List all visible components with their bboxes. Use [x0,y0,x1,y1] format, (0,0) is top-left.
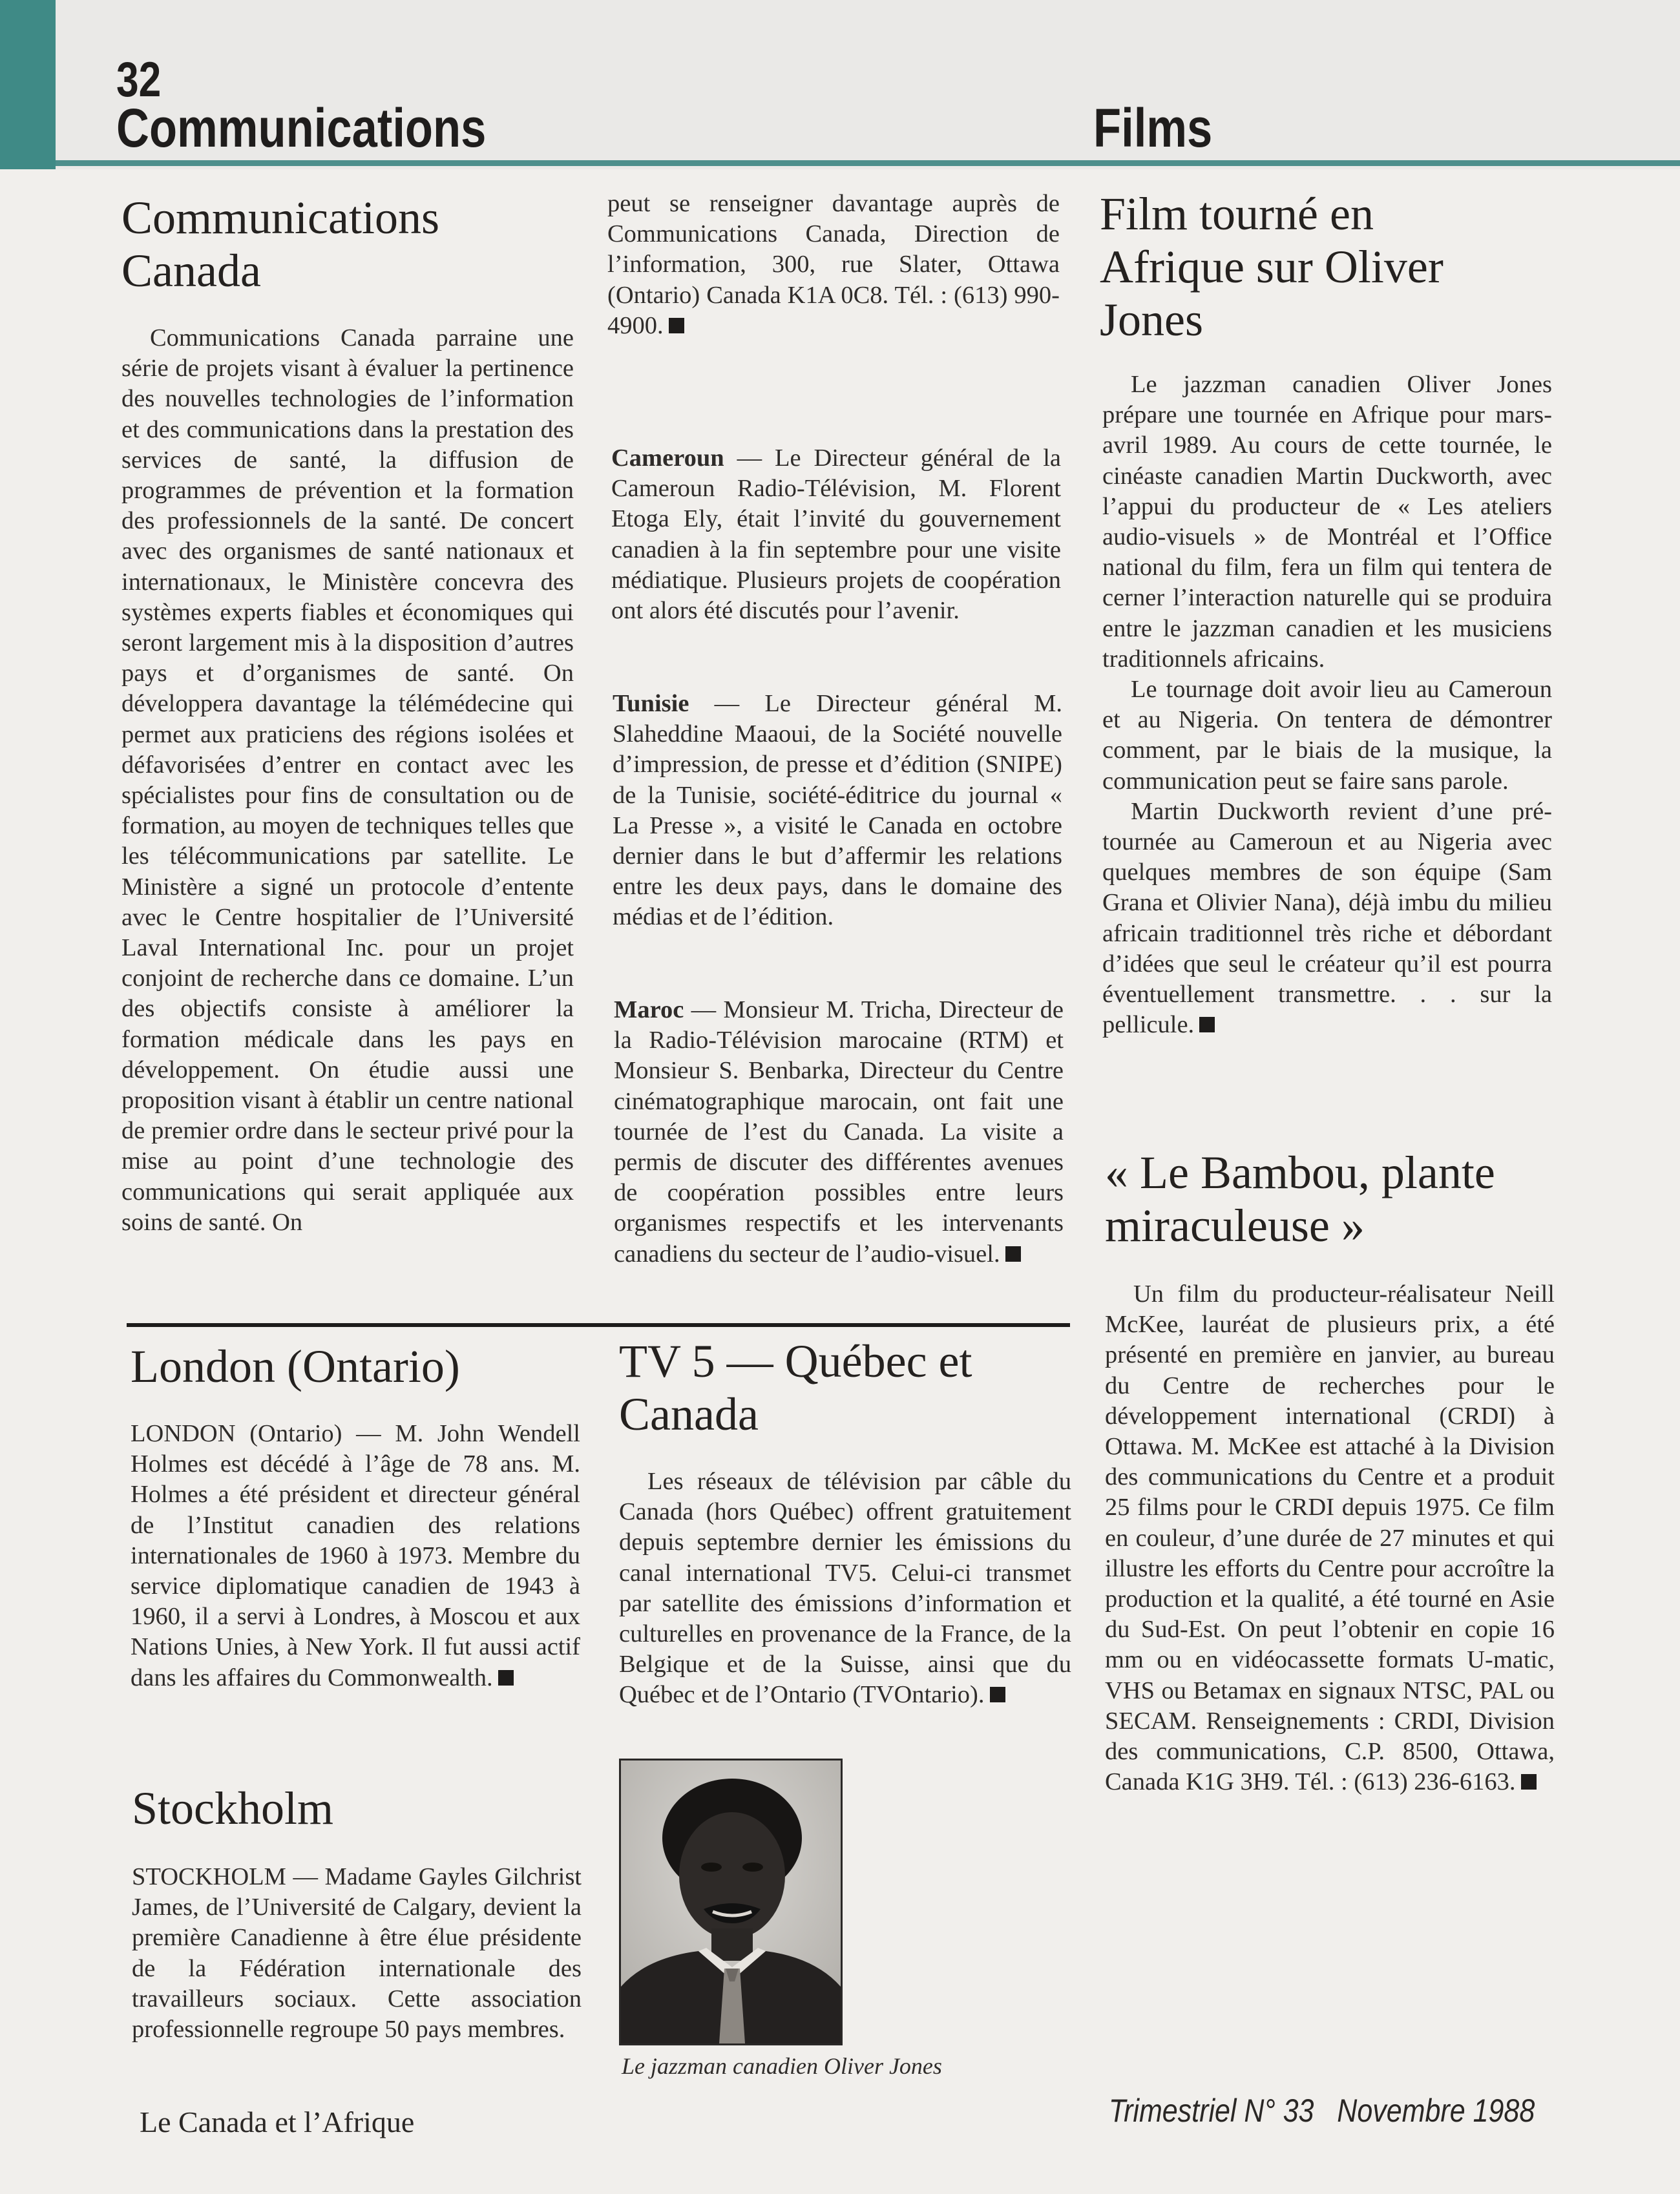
brief-tunisie [613,689,1062,933]
end-mark-icon [498,1670,514,1686]
end-mark-icon [1199,1017,1215,1032]
paragraph: peut se renseigner davantage auprès de Communications Canada, Direction de l’information, 300, rue Slater, Ottawa (Ontario) Canada K1A 0C8. Tél. : (613) 990-4900. [607,190,1060,339]
article-title-tv5: TV 5 — Québec et Canada [619,1335,972,1440]
section-divider [127,1323,1070,1327]
paragraph: — Le Directeur général M. Slaheddine Maaoui, de la Société nouvelle d’impression, de presse et d’édition (SNIPE) de la Tunisie, société-éditrice du journal « La Presse », a visité le Canada en octobre dernier dans le but d’affermir les relations entre les deux pays, dans le domaine des médias et de l’édition. [613,690,1062,931]
portrait-illustration [621,1760,841,2043]
paragraph: — Monsieur M. Tricha, Directeur de la Radio-Télévision marocaine (RTM) et Monsieur S. Benbarka, Directeur du Centre cinématographique marocain, ont fait une tournée de l’est du Canada. La visite a permis de discuter des différentes avenues de coopération possibles entre leurs organismes respectifs et les intervenants canadiens du secteur de l’audio-visuel. [614,996,1064,1268]
article-body-communications-canada [121,323,574,1238]
footer-issue: Trimestriel N° 33 Novembre 1988 [1109,2093,1535,2129]
page-number: 32 [116,52,162,107]
paragraph: Le tournage doit avoir lieu au Cameroun et au Nigeria. On tentera de démontrer comment, par le biais de la musique, la communication peut se faire sans parole. [1102,676,1552,795]
brief-heading-tunisie: Tunisie [613,690,689,717]
article-title-bambou: « Le Bambou, plante miraculeuse » [1105,1147,1495,1251]
teal-margin-bar [0,0,56,169]
end-mark-icon [1521,1774,1537,1790]
article-title-communications-canada: Communications Canada [121,192,439,297]
header-rule [56,160,1680,166]
article-body-tv5 [619,1467,1071,1711]
paragraph: Un film du producteur-réalisateur Neill McKee, lauréat de plusieurs prix, a été présenté en première en janvier, au bureau du Centre de recherches pour le développement international (CRDI) à Ottawa. M. McKee est attaché à la Division des communications du Centre et a produit 25 films pour le CRDI depuis 1975. Ce film en couleur, d’une durée de 27 minutes et qui illustre les efforts du Centre pour accroître la production et la qualité, a été tourné en Asie du Sud-Est. On peut l’obtenir en copie 16 mm ou en vidéocassette formats U-matic, VHS ou Betamax en signaux NTSC, PAL ou SECAM. Renseignements : CRDI, Division des communications, C.P. 8500, Ottawa, Canada K1G 3H9. Tél. : (613) 236-6163. [1105,1280,1555,1796]
end-mark-icon [990,1687,1005,1702]
photo-caption: Le jazzman canadien Oliver Jones [622,2053,942,2079]
article-body-london [131,1419,580,1693]
paragraph: LONDON (Ontario) — M. John Wendell Holmes est décédé à l’âge de 78 ans. M. Holmes a été président et directeur général de l’Institut canadien des relations internationales de 1960 à 1973. Membre du service diplomatique canadien de 1943 à 1960, il a servi à Londres, à Moscou et aux Nations Unies, à New York. Il fut aussi actif dans les affaires du Commonwealth. [131,1420,580,1691]
article-title-london: London (Ontario) [131,1341,460,1392]
end-mark-icon [669,318,684,333]
paragraph: Le jazzman canadien Oliver Jones prépare une tournée en Afrique pour mars-avril 1989. Au cours de cette tournée, le cinéaste canadien Martin Duckworth, avec l’appui du producteur de « Les ateliers audio-visuels » de Montréal et l’Office national du film, fera un film qui tentera de cerner l’interaction naturelle qui se produira entre le jazzman canadien et les musiciens traditionnels africains. [1102,371,1552,673]
footer-publication: Le Canada et l’Afrique [140,2105,415,2138]
brief-heading-maroc: Maroc [614,996,684,1023]
section-title-films: Films [1093,98,1213,158]
end-mark-icon [1005,1246,1021,1262]
paragraph: — Le Directeur général de la Cameroun Radio-Télévision, M. Florent Etoga Ely, était l’invité du gouvernement canadien à la fin septembre pour une visite médiatique. Plusieurs projets de coopération ont alors été discutés pour l’avenir. [611,444,1061,625]
paragraph: STOCKHOLM — Madame Gayles Gilchrist James, de l’Université de Calgary, devient la première Canadienne à être élue présidente de la Fédération internationale des travailleurs sociaux. Cette association professionnelle regroupe 50 pays membres. [132,1863,582,2043]
paragraph: Les réseaux de télévision par câble du Canada (hors Québec) offrent gratuitement depuis septembre dernier les émissions du canal international TV5. Celui-ci transmet par satellite des émissions d’information et culturelles en provenance de la France, de la Belgique et de la Suisse, ainsi que du Québec et de l’Ontario (TVOntario). [619,1468,1071,1709]
article-title-stockholm: Stockholm [132,1782,334,1834]
paragraph: Martin Duckworth revient d’une pré-tournée au Cameroun et au Nigeria avec quelques membres de son équipe (Sam Grana et Olivier Nana), déjà imbu du milieu africain traditionnel très riche et débordant d’idées que seul le créateur qu’il est pourra éventuellement transmettre. . . sur la pellicule. [1102,797,1552,1039]
article-title-film-oliver-jones: Film tourné en Afrique sur Oliver Jones [1100,188,1444,346]
article-body-stockholm [132,1862,582,2045]
paragraph: Communications Canada parraine une série de projets visant à évaluer la pertinence des nouvelles technologies de l’information et des communications dans la prestation des services de santé, la diffusion de programmes de prévention et la formation des professionnels de la santé. De concert avec des organismes de santé nationaux et internationaux, le Ministère concevra des systèmes experts fiables et économiques qui seront largement mis à la disposition d’autres pays et d’organismes de santé. On développera davantage la télémédecine qui permet aux praticiens des régions isolées et défavorisées d’entrer en contact avec les spécialistes pour fins de consultation ou de formation, au moyen de techniques telles que les télécommunications par satellite. Le Ministère a signé un protocole d’entente avec le Centre hospitalier de l’Université Laval International Inc. pour un projet conjoint de recherche dans ce domaine. L’un des objectifs consiste à améliorer la formation médicale dans les pays en développement. On étudie aussi une proposition visant à établir un centre national de premier ordre dans le secteur privé pour la mise au point d’une technologie des communications qui serait appliquée aux soins de santé. On [121,324,574,1236]
brief-cameroun [611,443,1061,626]
brief-maroc [614,995,1064,1269]
photo-oliver-jones [619,1759,843,2045]
section-title-communications: Communications [116,98,487,158]
brief-heading-cameroun: Cameroun [611,444,724,472]
article-body-bambou [1105,1279,1555,1797]
article-body-communications-canada-continued [607,189,1060,341]
article-body-film-oliver-jones [1102,370,1552,1040]
